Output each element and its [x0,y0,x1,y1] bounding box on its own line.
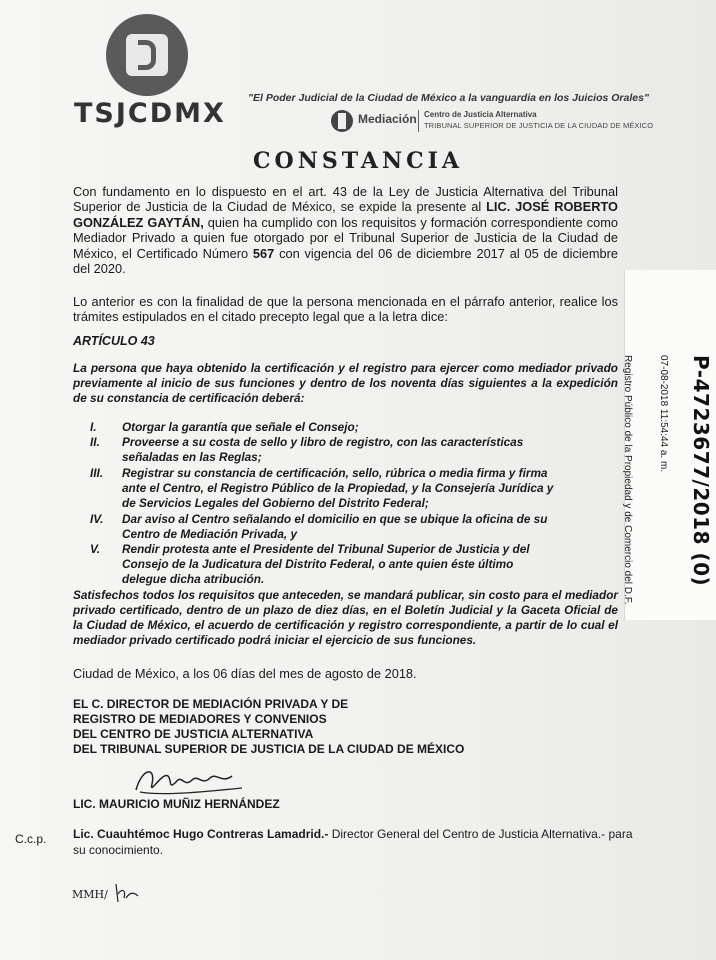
initials-scribble-icon [112,880,142,904]
centro-line1: Centro de Justicia Alternativa [424,110,537,119]
brand-name: TSJCDMX [74,98,226,129]
article-body: La persona que haya obtenido la certificación y el registro para ejercer como mediador privado previamente al inicio de sus funciones y dentro de los noventa días siguientes a la expedición de su constancia de certificación deberá: [73,361,618,405]
signature-icon [132,762,252,802]
director-title: EL C. DIRECTOR DE MEDIACIÓN PRIVADA Y DE REGISTRO DE MEDIADORES Y CONVENIOS DEL CENTRO DE JUSTICIA ALTERNATIVA DEL TRIBUNAL SUPERIOR DE JUSTICIA DE LA CIUDAD DE MÉXICO [73,697,465,756]
slogan: "El Poder Judicial de la Ciudad de México a la vanguardia en los Juicios Orales" [248,92,649,104]
article-item: V. Rendir protesta ante el Presidente del Tribunal Superior de Justicia y del Consejo de la Judicatura del Distrito Federal, o ante quien éste último delegue dicha atribución. [90,542,530,586]
beneficiary-name: LIC. JOSÉ ROBERTO GONZÁLEZ GAYTÁN, [73,199,618,230]
certificate-number: 567 [252,245,275,261]
header-divider [418,110,419,132]
mediacion-logo-icon [331,110,353,132]
stamp-number: P-4723677/2018 (0) [689,355,713,587]
initials: MMH/ [72,888,108,901]
article-item: III. Registrar su constancia de certificación, sello, rúbrica o media firma y firma ante el Centro, el Registro Público de la Propiedad, y la Consejería Jurídica y de Servicios Legales del Gobierno del Distrito Federal; [90,466,554,510]
document-title: CONSTANCIA [253,148,463,174]
stamp-registry: Registro Público de la Propiedad y de Comercio del D.F. [622,355,633,605]
article-item: IV. Dar aviso al Centro señalando el domicilio en que se ubique la oficina de su Centro de Mediación Privada, y [90,512,548,541]
article-item: II. Proveerse a su costa de sello y libro de registro, con las características señaladas en las Reglas; [90,435,524,464]
place-date: Ciudad de México, a los 06 días del mes de agosto de 2018. [73,666,417,681]
closing-paragraph: Satisfechos todos los requisitos que anteceden, se mandará publicar, sin costo para el mediador privado certificado, dentro de un plazo de diez días, en el Boletín Judicial y la Gaceta Oficial de la Ciudad de México, el acuerdo de certificación y registro correspondiente, a partir de lo cual el mediador privado certificado podrá iniciar el ejercicio de sus funciones. [73,588,618,647]
purpose-paragraph: Lo anterior es con la finalidad de que la persona mencionada en el párrafo anterior, realice los trámites estipulados en el citado precepto legal que a la letra dice: [73,294,618,325]
article-heading: ARTÍCULO 43 [73,334,155,348]
ccp-label: C.c.p. [15,832,47,846]
signer-name: LIC. MAURICIO MUÑIZ HERNÁNDEZ [73,797,280,811]
mediacion-label: Mediación [358,112,417,126]
centro-line2: TRIBUNAL SUPERIOR DE JUSTICIA DE LA CIUDAD DE MÉXICO [424,121,654,130]
ccp-recipient: Lic. Cuauhtémoc Hugo Contreras Lamadrid.- Director General del Centro de Justicia Alternativa.- para su conocimiento. [73,827,633,857]
article-item: I. Otorgar la garantía que señale el Consejo; [90,420,359,434]
tsjcdmx-logo-icon [106,14,188,96]
intro-paragraph: Con fundamento en lo dispuesto en el art. 43 de la Ley de Justicia Alternativa del Tribunal Superior de Justicia de la Ciudad de México, se expide la presente al LIC. JOSÉ ROBERTO GONZÁLEZ GAYTÁN, quien ha cumplido con los requisitos y formación correspondiente como Mediador Privado a quien fue otorgado por el Tribunal Superior de Justicia de la Ciudad de México, el Certificado Número 567 con vigencia del 06 de diciembre 2017 al 05 de diciembre del 2020. [73,184,618,277]
stamp-datetime: 07-08-2018 11:54:44 a. m. [658,355,669,473]
